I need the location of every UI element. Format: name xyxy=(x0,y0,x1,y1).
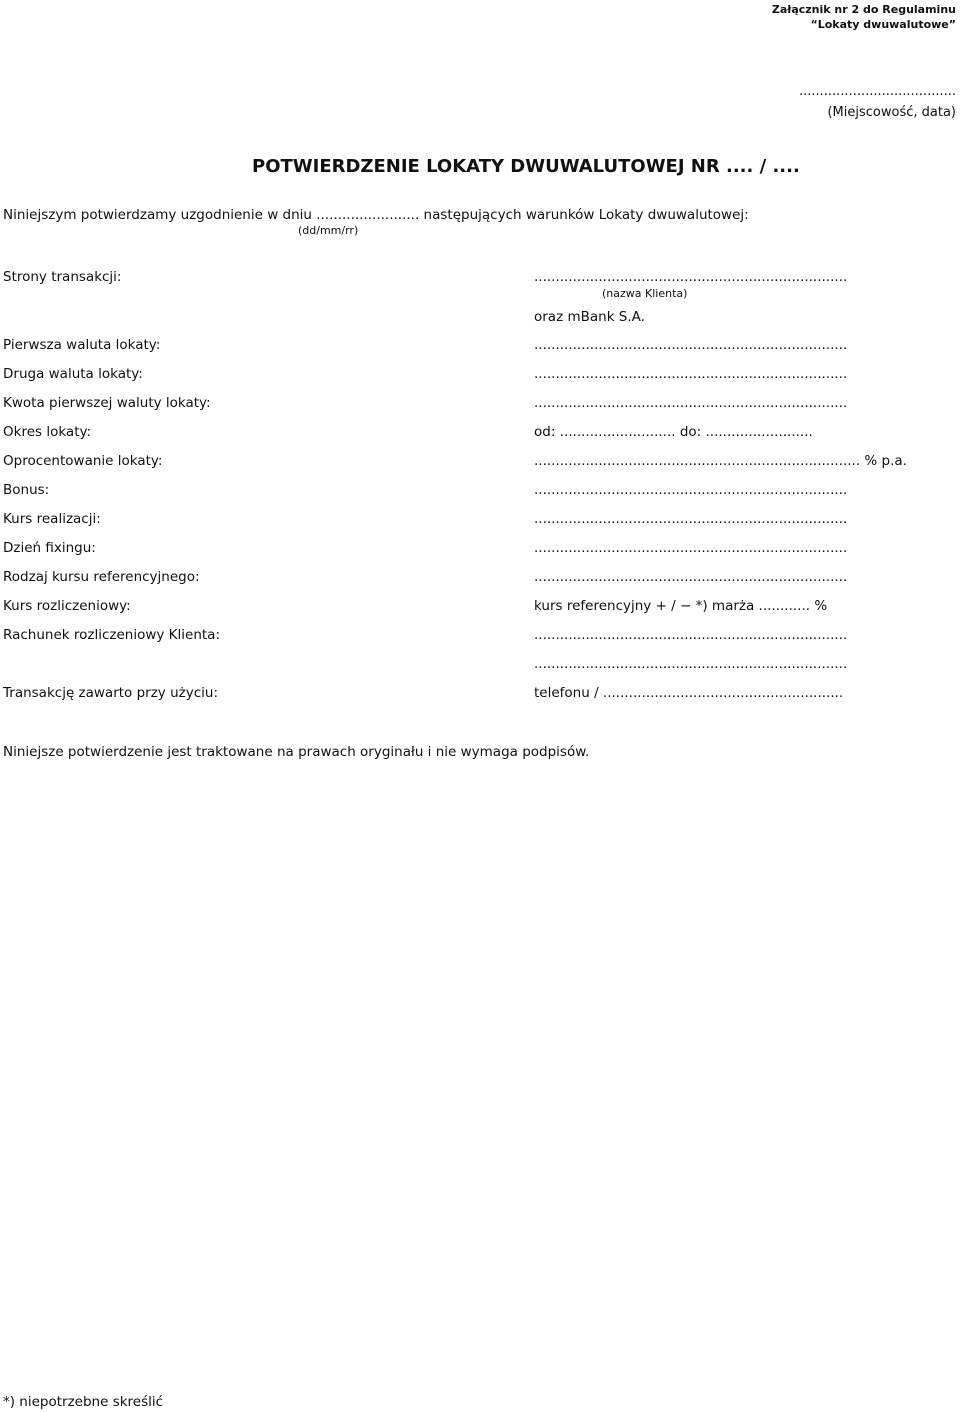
place-date-label: (Miejscowość, data) xyxy=(827,105,956,120)
second-currency-value: ......................................................................... xyxy=(534,366,848,382)
bonus-value: ......................................................................... xyxy=(534,482,848,498)
first-currency-label: Pierwsza waluta lokaty: xyxy=(3,337,161,353)
document-title: POTWIERDZENIE LOKATY DWUWALUTOWEJ NR .... / .... xyxy=(252,156,800,177)
bonus-label: Bonus: xyxy=(3,482,50,498)
second-currency-label: Druga waluta lokaty: xyxy=(3,366,143,382)
settlement-account-label: Rachunek rozliczeniowy Klienta: xyxy=(3,627,220,643)
fixing-day-label: Dzień fixingu: xyxy=(3,540,96,556)
period-value: od: ........................... do: ......................... xyxy=(534,424,813,440)
footnote: *) niepotrzebne skreślić xyxy=(3,1394,164,1410)
strike-rate-value: ......................................................................... xyxy=(534,511,848,527)
settlement-account-value1: ......................................................................... xyxy=(534,627,848,643)
attachment-header-line2: “Lokaty dwuwalutowe” xyxy=(810,18,956,31)
interest-value: ............................................................................ % p.a. xyxy=(534,453,907,469)
attachment-header-line1: Załącznik nr 2 do Regulaminu xyxy=(771,3,956,16)
fixing-day-value: ......................................................................... xyxy=(534,540,848,556)
parties-label: Strony transakcji: xyxy=(3,269,122,285)
amount-value: ......................................................................... xyxy=(534,395,848,411)
intro-date-hint: (dd/mm/rr) xyxy=(298,224,359,237)
closing-statement: Niniejsze potwierdzenie jest traktowane na prawach oryginału i nie wymaga podpisów. xyxy=(3,744,590,760)
parties-hint: (nazwa Klienta) xyxy=(602,287,688,300)
place-date-dots: ...................................... xyxy=(798,84,956,99)
interest-label: Oprocentowanie lokaty: xyxy=(3,453,163,469)
period-label: Okres lokaty: xyxy=(3,424,92,440)
concluded-via-label: Transakcję zawarto przy użyciu: xyxy=(3,685,218,701)
first-currency-value: ......................................................................... xyxy=(534,337,848,353)
settlement-rate-label: Kurs rozliczeniowy: xyxy=(3,598,131,614)
reference-rate-type-label: Rodzaj kursu referencyjnego: xyxy=(3,569,200,585)
parties-value: ......................................................................... xyxy=(534,269,848,285)
concluded-via-value: telefonu / ........................................................ xyxy=(534,685,844,701)
intro-text: Niniejszym potwierdzamy uzgodnienie w dniu ........................ następujących warunków Lokaty dwuwalutowej: xyxy=(3,207,749,223)
amount-label: Kwota pierwszej waluty lokaty: xyxy=(3,395,211,411)
strike-rate-label: Kurs realizacji: xyxy=(3,511,101,527)
reference-rate-type-value: ......................................................................... xyxy=(534,569,848,585)
parties-extra: oraz mBank S.A. xyxy=(534,309,645,325)
settlement-account-value2: ......................................................................... xyxy=(534,656,848,672)
settlement-rate-value: kurs referencyjny + / − *) marża ............ % xyxy=(534,598,828,614)
